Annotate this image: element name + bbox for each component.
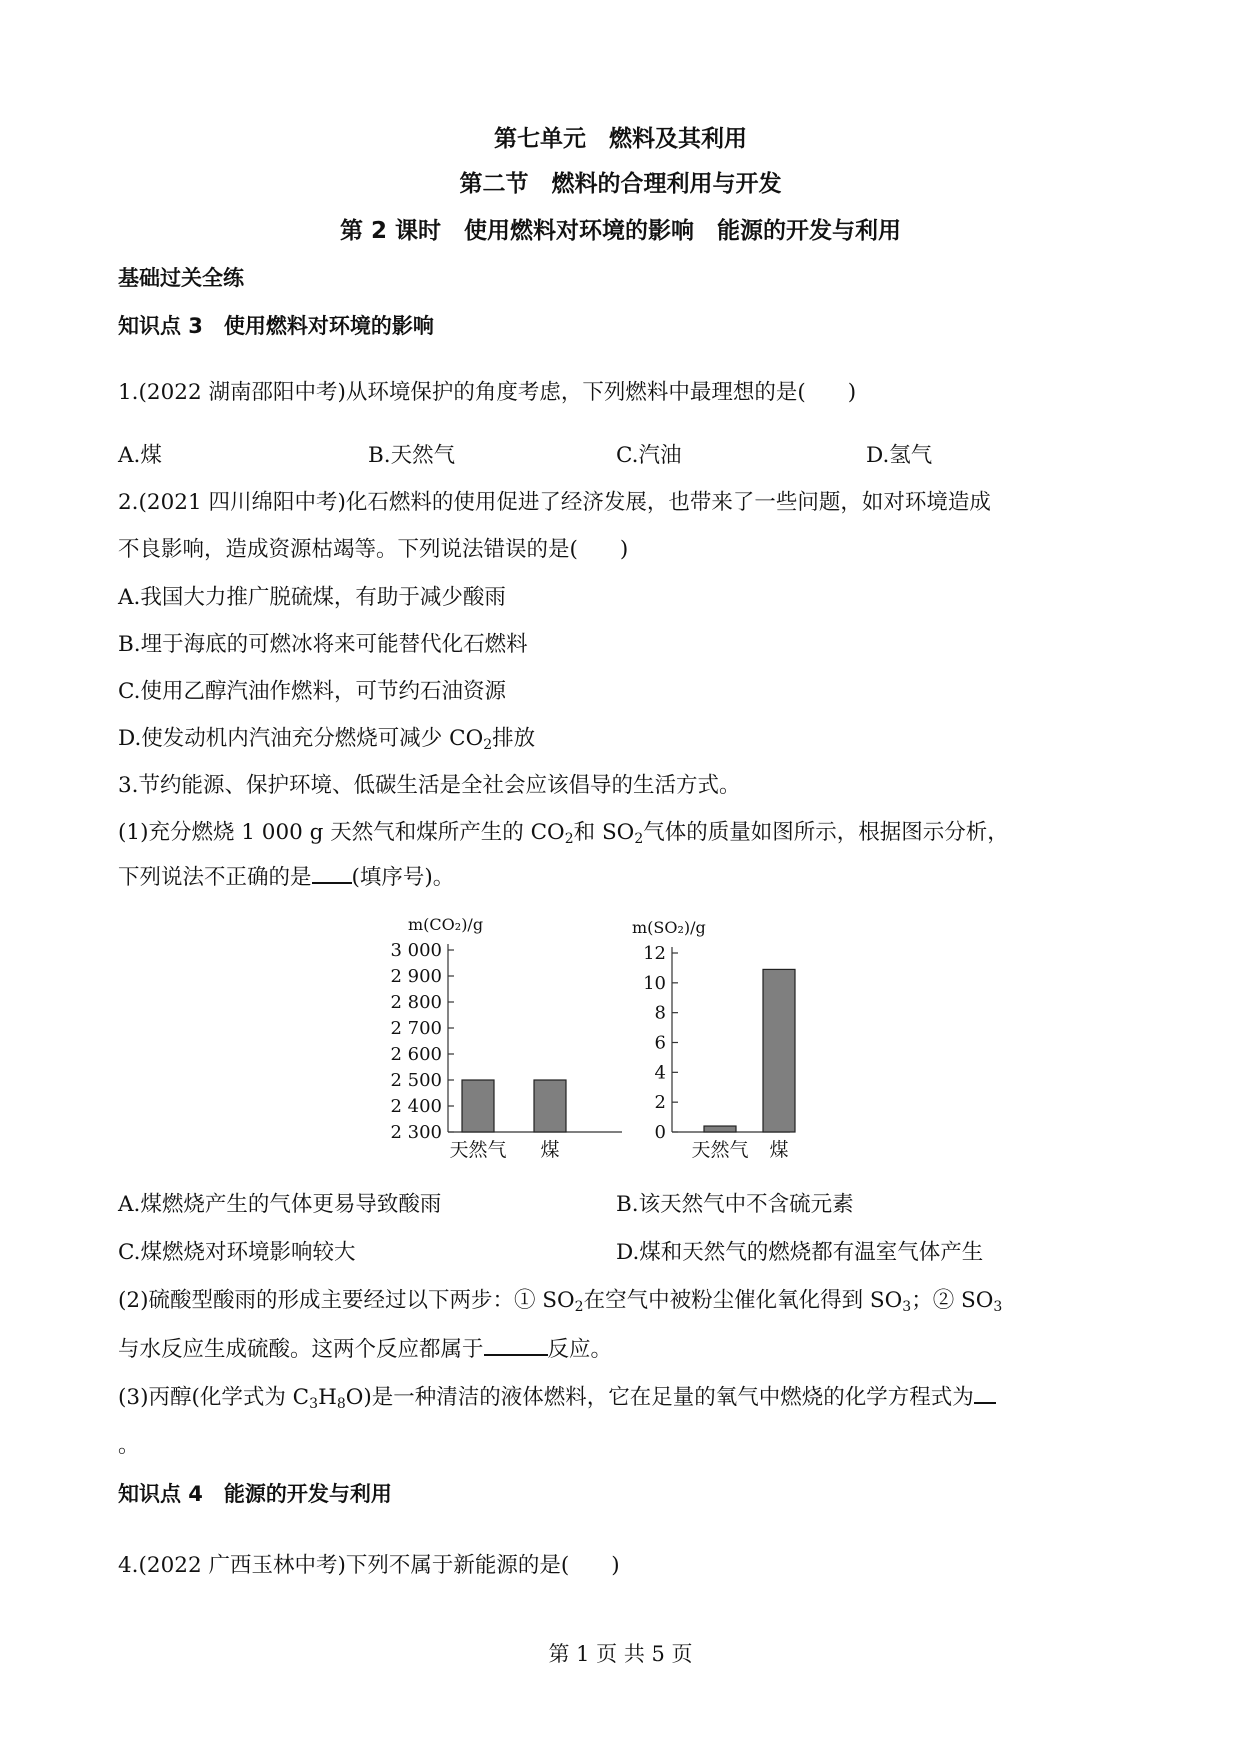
lesson-title: 第 2 课时 使用燃料对环境的影响 能源的开发与利用 [339, 218, 902, 244]
x-category-label: 煤 [540, 1139, 560, 1161]
q1-option-c[interactable]: C.汽油 [616, 443, 682, 468]
unit-title: 第七单元 燃料及其利用 [494, 126, 747, 152]
q1-close-paren: ) [847, 380, 857, 405]
q3-option-c[interactable]: C.煤燃烧对环境影响较大 [118, 1240, 356, 1265]
q3-p2-sub3: 3 [993, 1299, 1003, 1315]
knowledge-point-3: 知识点 3 使用燃料对环境的影响 [118, 314, 434, 338]
q3-p1-line2-text: 下列说法不正确的是 [118, 865, 312, 890]
question-4-stem [118, 1548, 620, 1579]
q3-p2-sub1: 2 [574, 1299, 584, 1315]
q2-close-paren: ) [619, 537, 629, 562]
page-footer: 第 1 页 共 5 页 [548, 1642, 693, 1666]
q2-stem-line2-text: 不良影响，造成资源枯竭等。下列说法错误的是( [118, 537, 578, 562]
q3-p1-text-a: (1)充分燃烧 1 000 g 天然气和煤所产生的 CO [118, 820, 565, 845]
y-tick-label: 12 [643, 943, 666, 964]
bar-natural-gas [462, 1080, 494, 1132]
q3-p3-text-a: (3)丙醇(化学式为 C [118, 1385, 310, 1410]
q2-option-b[interactable]: B.埋于海底的可燃冰将来可能替代化石燃料 [118, 632, 528, 657]
y-tick-label: 2 400 [390, 1096, 442, 1117]
q3-p3-sub1: 3 [309, 1396, 319, 1412]
emissions-charts [360, 905, 840, 1170]
q3-part3-line1 [118, 1380, 996, 1411]
y-tick-label: 2 [654, 1092, 666, 1114]
q3-p1-sub2: 2 [634, 831, 644, 847]
q3-part1-line2 [118, 860, 454, 891]
q3-option-a[interactable]: A.煤燃烧产生的气体更易导致酸雨 [118, 1192, 442, 1217]
q3-part2-line2 [118, 1332, 612, 1363]
q3-p2-line2-tail: 反应。 [547, 1337, 613, 1362]
q3-option-b[interactable]: B.该天然气中不含硫元素 [616, 1192, 854, 1217]
y-tick-label: 8 [654, 1002, 666, 1024]
y-tick-label: 2 600 [390, 1044, 442, 1065]
q3-p2-line2-text: 与水反应生成硫酸。这两个反应都属于 [118, 1337, 484, 1362]
q2-option-d-tail: 排放 [492, 726, 536, 751]
q3-option-d[interactable]: D.煤和天然气的燃烧都有温室气体产生 [616, 1240, 984, 1265]
y-tick-label: 2 500 [390, 1070, 442, 1091]
q2-option-d-sub: 2 [483, 737, 493, 753]
q3-part2-blank[interactable] [484, 1336, 548, 1356]
q3-p1-line2-tail: (填序号)。 [351, 865, 455, 890]
bar-coal [534, 1080, 566, 1132]
y-axis-label: m(CO₂)/g [408, 915, 484, 934]
q3-p2-text-c: ；② SO [911, 1288, 994, 1313]
y-tick-label: 2 700 [390, 1018, 442, 1039]
q3-p1-sub1: 2 [564, 831, 574, 847]
q3-stem: 3.节约能源、保护环境、低碳生活是全社会应该倡导的生活方式。 [118, 773, 741, 798]
q1-option-b[interactable]: B.天然气 [368, 443, 456, 468]
q1-option-a[interactable]: A.煤 [118, 443, 162, 468]
q2-option-d-text: D.使发动机内汽油充分燃烧可减少 CO [118, 726, 484, 751]
q3-part2-line1 [118, 1283, 1002, 1314]
question-1-stem [118, 375, 856, 406]
q3-p3-text-c: O)是一种清洁的液体燃料，它在足量的氧气中燃烧的化学方程式为 [345, 1385, 974, 1410]
q2-option-d[interactable] [118, 721, 535, 752]
y-tick-label: 4 [654, 1062, 666, 1084]
q3-p1-text-c: 气体的质量如图所示，根据图示分析， [643, 820, 1009, 845]
q3-p1-text-b: 和 SO [573, 820, 635, 845]
co2-chart [390, 915, 622, 1161]
y-axis-label: m(SO₂)/g [632, 918, 706, 937]
y-tick-label: 6 [654, 1032, 666, 1054]
x-category-label: 天然气 [449, 1139, 507, 1161]
bar-coal [763, 969, 795, 1132]
y-tick-label: 2 800 [390, 992, 442, 1013]
q4-close-paren: ) [611, 1553, 620, 1578]
q2-stem-line1: 2.(2021 四川绵阳中考)化石燃料的使用促进了经济发展，也带来了一些问题，如对环境造成 [118, 490, 991, 515]
q3-p3-sub2: 8 [336, 1396, 346, 1412]
q3-p3-text-b: H [318, 1385, 337, 1410]
q2-option-a[interactable]: A.我国大力推广脱硫煤，有助于减少酸雨 [118, 585, 506, 610]
practice-heading: 基础过关全练 [118, 266, 244, 290]
q3-part1-line1 [118, 815, 1009, 846]
knowledge-point-4: 知识点 4 能源的开发与利用 [118, 1482, 392, 1506]
q3-part3-blank[interactable] [974, 1384, 996, 1404]
so2-chart [632, 918, 795, 1161]
q3-p2-text-b: 在空气中被粉尘催化氧化得到 SO [583, 1288, 903, 1313]
q3-part3-end: 。 [118, 1433, 140, 1458]
q3-p2-sub2: 3 [902, 1299, 912, 1315]
q1-option-d[interactable]: D.氢气 [866, 443, 933, 468]
section-title: 第二节 燃料的合理利用与开发 [459, 171, 782, 197]
q1-stem-text: 1.(2022 湖南邵阳中考)从环境保护的角度考虑，下列燃料中最理想的是( [118, 380, 806, 405]
y-tick-label: 2 300 [390, 1122, 442, 1143]
y-tick-label: 10 [643, 972, 666, 994]
q3-part1-blank[interactable] [312, 864, 352, 884]
y-tick-label: 3 000 [390, 940, 442, 961]
q4-stem-text: 4.(2022 广西玉林中考)下列不属于新能源的是( [118, 1553, 570, 1578]
q2-stem-line2 [118, 532, 628, 563]
x-category-label: 天然气 [691, 1139, 749, 1161]
y-tick-label: 2 900 [390, 966, 442, 987]
y-tick-label: 0 [654, 1122, 666, 1143]
bar-natural-gas [704, 1126, 736, 1132]
q3-p2-text-a: (2)硫酸型酸雨的形成主要经过以下两步：① SO [118, 1288, 575, 1313]
q2-option-c[interactable]: C.使用乙醇汽油作燃料，可节约石油资源 [118, 679, 507, 704]
x-category-label: 煤 [769, 1139, 789, 1161]
